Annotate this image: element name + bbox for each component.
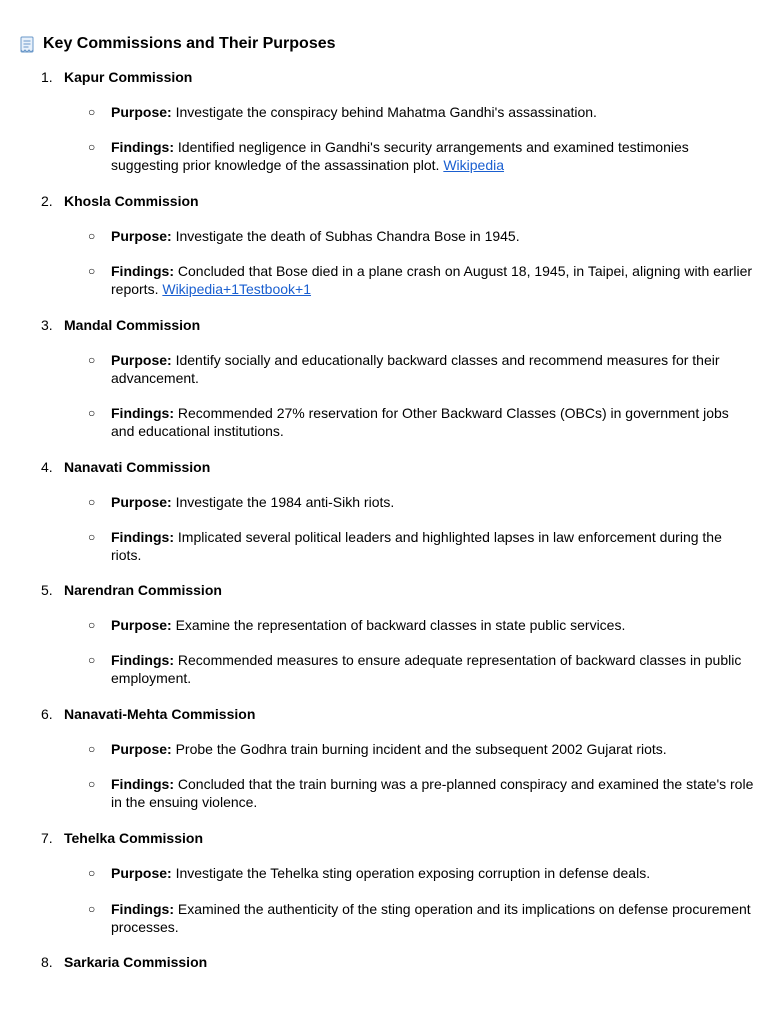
bullet-circle-icon: ○ (88, 530, 96, 544)
purpose-text: Identify socially and educationally backward classes and recommend measures for their advancement. (111, 352, 720, 386)
list-item-title (41, 458, 210, 476)
bullet-circle-icon: ○ (88, 495, 96, 509)
purpose-label: Purpose: (111, 865, 172, 881)
purpose-text: Investigate the death of Subhas Chandra Bose in 1945. (175, 228, 520, 244)
commission-name: Mandal Commission (64, 317, 201, 333)
commission-name: Nanavati-Mehta Commission (64, 706, 256, 722)
bullet-circle-icon: ○ (88, 353, 96, 367)
source-link[interactable]: Wikipedia+1Testbook+1 (162, 281, 312, 297)
findings-label: Findings: (111, 263, 174, 279)
commission-name: Kapur Commission (64, 69, 193, 85)
list-item-title (41, 953, 207, 971)
purpose-text: Investigate the conspiracy behind Mahatma Gandhi's assassination. (175, 104, 597, 120)
findings-label: Findings: (111, 529, 174, 545)
purpose-label: Purpose: (111, 494, 172, 510)
commission-name: Tehelka Commission (64, 830, 204, 846)
list-number: 5. (41, 582, 53, 598)
findings-label: Findings: (111, 652, 174, 668)
list-item-title (41, 705, 255, 723)
source-link[interactable]: Wikipedia (443, 157, 505, 173)
purpose-label: Purpose: (111, 228, 172, 244)
bullet-circle-icon: ○ (88, 229, 96, 243)
purpose-label: Purpose: (111, 352, 172, 368)
bullet-circle-icon: ○ (88, 264, 96, 278)
list-number: 7. (41, 830, 53, 846)
purpose-text: Probe the Godhra train burning incident and the subsequent 2002 Gujarat riots. (175, 741, 667, 757)
commission-name: Khosla Commission (64, 193, 199, 209)
commission-name: Nanavati Commission (64, 459, 211, 475)
list-number: 6. (41, 706, 53, 722)
list-item-title (41, 829, 203, 847)
bullet-circle-icon: ○ (88, 777, 96, 791)
list-number: 2. (41, 193, 53, 209)
list-item-title (41, 192, 199, 210)
findings-text: Recommended measures to ensure adequate representation of backward classes in public employment. (111, 652, 742, 686)
receipt-document-icon (18, 35, 37, 54)
findings-text: Concluded that Bose died in a plane crash on August 18, 1945, in Taipei, aligning with earlier reports. (111, 263, 753, 297)
list-number: 4. (41, 459, 53, 475)
purpose-label: Purpose: (111, 741, 172, 757)
list-item-title (41, 68, 192, 86)
list-item-title (41, 581, 222, 599)
commission-name: Sarkaria Commission (64, 954, 208, 970)
bullet-circle-icon: ○ (88, 406, 96, 420)
page-title: Key Commissions and Their Purposes (43, 35, 336, 52)
purpose-text: Investigate the Tehelka sting operation exposing corruption in defense deals. (175, 865, 651, 881)
findings-label: Findings: (111, 776, 174, 792)
bullet-circle-icon: ○ (88, 742, 96, 756)
bullet-circle-icon: ○ (88, 105, 96, 119)
findings-label: Findings: (111, 139, 174, 155)
bullet-circle-icon: ○ (88, 140, 96, 154)
commission-name: Narendran Commission (64, 582, 222, 598)
purpose-label: Purpose: (111, 104, 172, 120)
findings-label: Findings: (111, 405, 174, 421)
list-number: 8. (41, 954, 53, 970)
bullet-circle-icon: ○ (88, 902, 96, 916)
findings-label: Findings: (111, 901, 174, 917)
purpose-text: Investigate the 1984 anti-Sikh riots. (175, 494, 395, 510)
section-heading (18, 33, 336, 55)
purpose-text: Examine the representation of backward classes in state public services. (175, 617, 626, 633)
findings-text: Concluded that the train burning was a pre-planned conspiracy and examined the state's role in the ensuing violence. (111, 776, 754, 810)
bullet-circle-icon: ○ (88, 653, 96, 667)
findings-text: Examined the authenticity of the sting operation and its implications on defense procurement processes. (111, 901, 751, 935)
findings-text: Identified negligence in Gandhi's security arrangements and examined testimonies suggesting prior knowledge of the assassination plot. (111, 139, 689, 173)
bullet-circle-icon: ○ (88, 618, 96, 632)
list-item-title (41, 316, 200, 334)
purpose-label: Purpose: (111, 617, 172, 633)
findings-text: Recommended 27% reservation for Other Backward Classes (OBCs) in government jobs and educational institutions. (111, 405, 729, 439)
list-number: 1. (41, 69, 53, 85)
list-number: 3. (41, 317, 53, 333)
findings-text: Implicated several political leaders and highlighted lapses in law enforcement during the riots. (111, 529, 722, 563)
bullet-circle-icon: ○ (88, 866, 96, 880)
